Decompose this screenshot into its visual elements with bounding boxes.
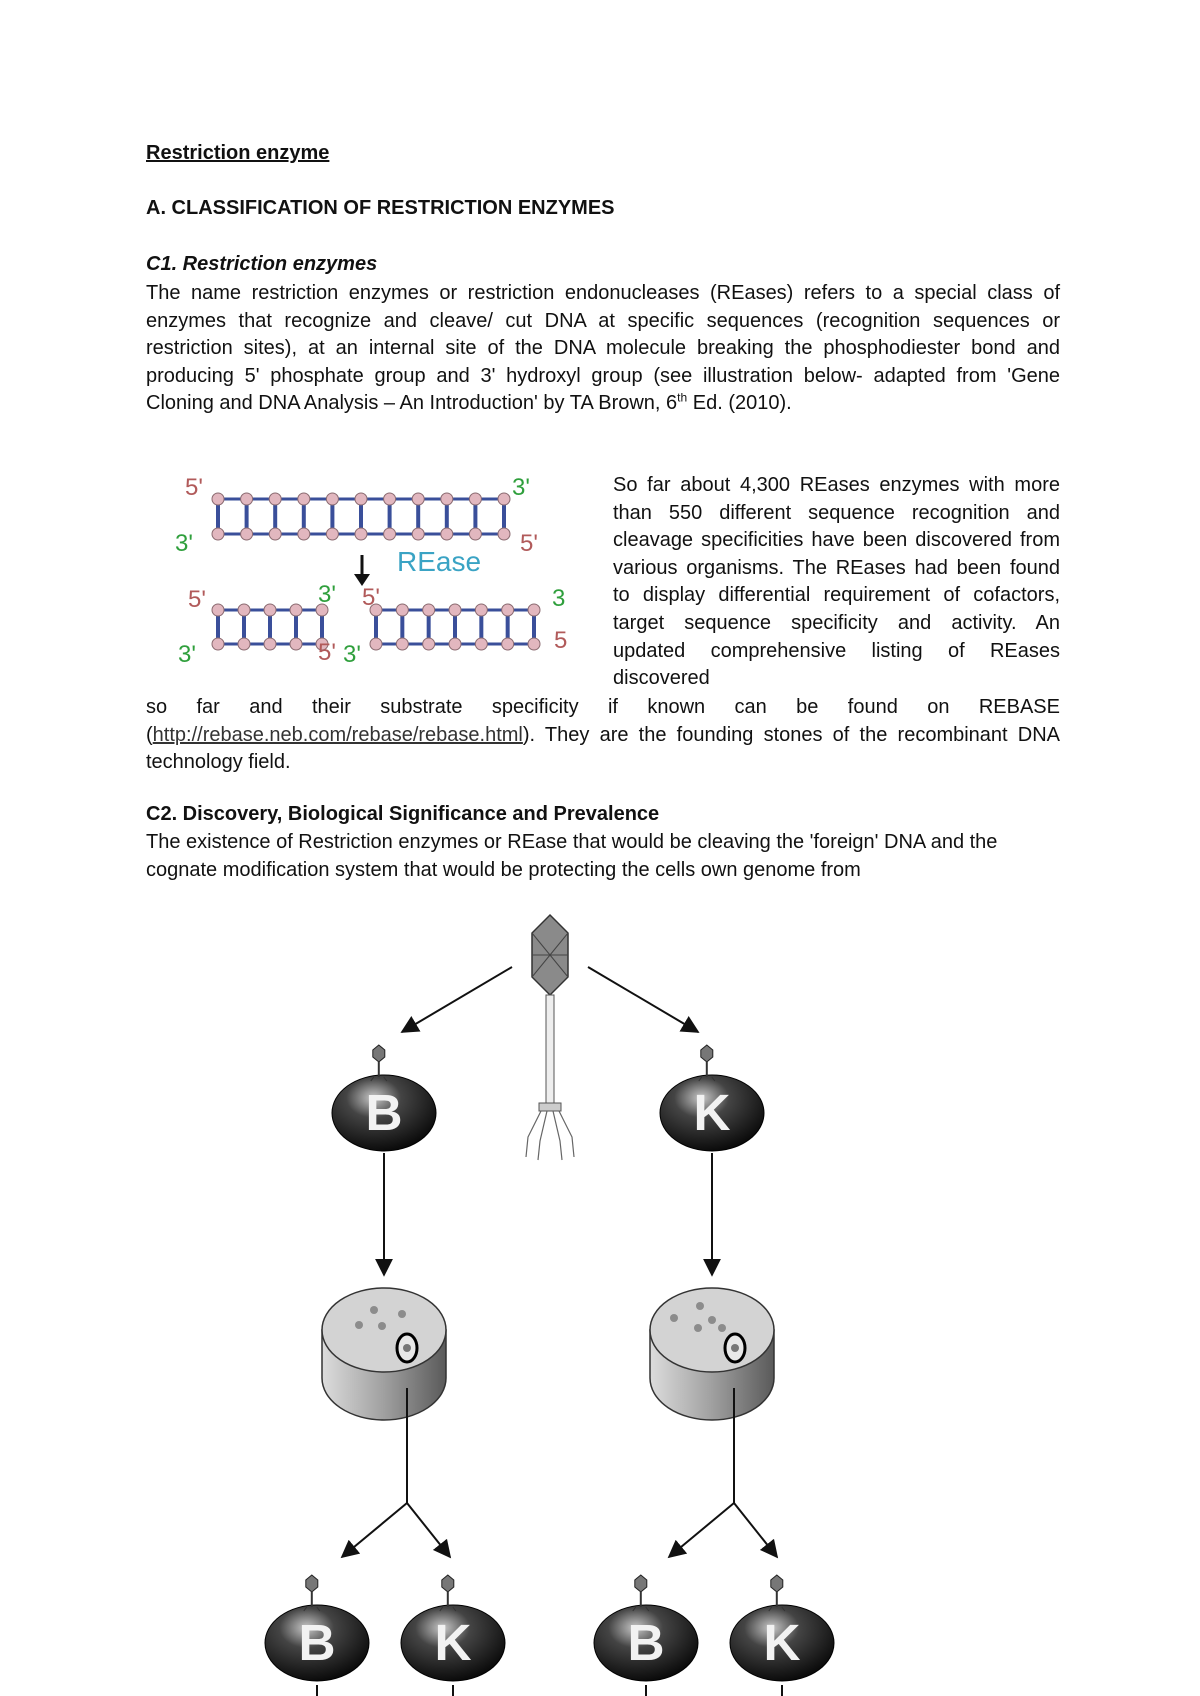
down-arrow-icon (354, 555, 370, 586)
section-a-heading: A. CLASSIFICATION OF RESTRICTION ENZYMES (146, 197, 615, 219)
label-right-3-top: 3 (552, 585, 566, 612)
label-left-5prime-bottom: 5' (318, 639, 336, 666)
c1-paragraph-2-lead: so far and their substrate specificity if known can be found on REBASE ( (146, 696, 1060, 746)
bacterium-b-top (332, 1045, 436, 1151)
strain-letter: B (298, 1614, 336, 1672)
dna-cleavage-figure (170, 462, 590, 672)
bacterium-k-top (660, 1045, 764, 1151)
label-left-3prime-top: 3' (318, 581, 336, 608)
strain-letter: K (434, 1614, 472, 1672)
strain-letter: K (763, 1614, 801, 1672)
label-top-5prime-right: 5' (520, 530, 538, 557)
intact-dna-duplex (212, 493, 510, 540)
cut-dna-fragment-right (370, 604, 540, 650)
label-right-5prime-top: 5' (362, 584, 380, 611)
edition-superscript: th (677, 390, 688, 405)
arrow-phage-to-b (402, 967, 512, 1032)
phage-restriction-figure (250, 905, 850, 1696)
cut-dna-fragment-left (212, 604, 328, 650)
bacterium-k-bottom-2 (730, 1575, 834, 1681)
strain-letter: K (693, 1084, 731, 1142)
bacteriophage-icon (526, 915, 574, 1160)
bacterium-k-bottom-1 (401, 1575, 505, 1681)
c1-paragraph-2-continued (146, 694, 1060, 777)
strain-letter: B (627, 1614, 665, 1672)
c1-heading: C1. Restriction enzymes (146, 253, 378, 275)
c1-paragraph-1-tail: Ed. (2010). (687, 392, 792, 415)
label-left-3prime-bottom: 3' (178, 641, 196, 668)
c2-heading: C2. Discovery, Biological Significance and Prevalence (146, 803, 660, 825)
agar-plate-b (322, 1288, 446, 1420)
label-left-5prime: 5' (188, 586, 206, 613)
c1-paragraph-1 (146, 280, 1060, 418)
label-right-5-bottom: 5 (554, 627, 568, 654)
c2-paragraph: The existence of Restriction enzymes or REase that would be cleaving the 'foreign' DNA and the cognate modification system that would be protecting the cells own genome from (146, 831, 998, 881)
bacterium-b-bottom-2 (594, 1575, 698, 1681)
c1-paragraph-1-text: The name restriction enzymes or restriction endonucleases (REases) refers to a special class of enzymes that recognize and cleave/ cut DNA at specific sequences (recognition sequences or restriction sites), at an internal site of the DNA molecule breaking the phosphodiester bond and producing 5' phosphate group and 3' hydroxyl group (see illustration below- adapted from 'Gene Cloning and DNA Analysis – An Introduction' by TA Brown, 6 (146, 282, 1060, 415)
label-right-3prime-bottom: 3' (343, 641, 361, 668)
rebase-link[interactable]: http://rebase.neb.com/rebase/rebase.html (152, 723, 523, 746)
arrow-phage-to-k (588, 967, 698, 1032)
document-title: Restriction enzyme (146, 142, 330, 164)
c1-paragraph-2-tail: ). They are the founding stones of the recombinant DNA technology field. (146, 723, 1060, 774)
label-top-3prime-right: 3' (512, 474, 530, 501)
rease-enzyme-label: REase (397, 546, 482, 577)
label-top-3prime-left: 3' (175, 530, 193, 557)
agar-plates (322, 1288, 774, 1420)
bottom-stub-lines (317, 1685, 782, 1696)
strain-letter: B (365, 1084, 403, 1142)
c1-paragraph-2-side: So far about 4,300 REases enzymes with more than 550 different sequence recognition and cleavage specificities have been discovered from various organisms. The REases had been found to display differential requirement of cofactors, target sequence specificity and activity. An updated comprehensive listing of REases discovered (613, 474, 1060, 690)
agar-plate-k (650, 1288, 774, 1420)
bacterium-b-bottom-1 (265, 1575, 369, 1681)
label-top-5prime-left: 5' (185, 474, 203, 501)
